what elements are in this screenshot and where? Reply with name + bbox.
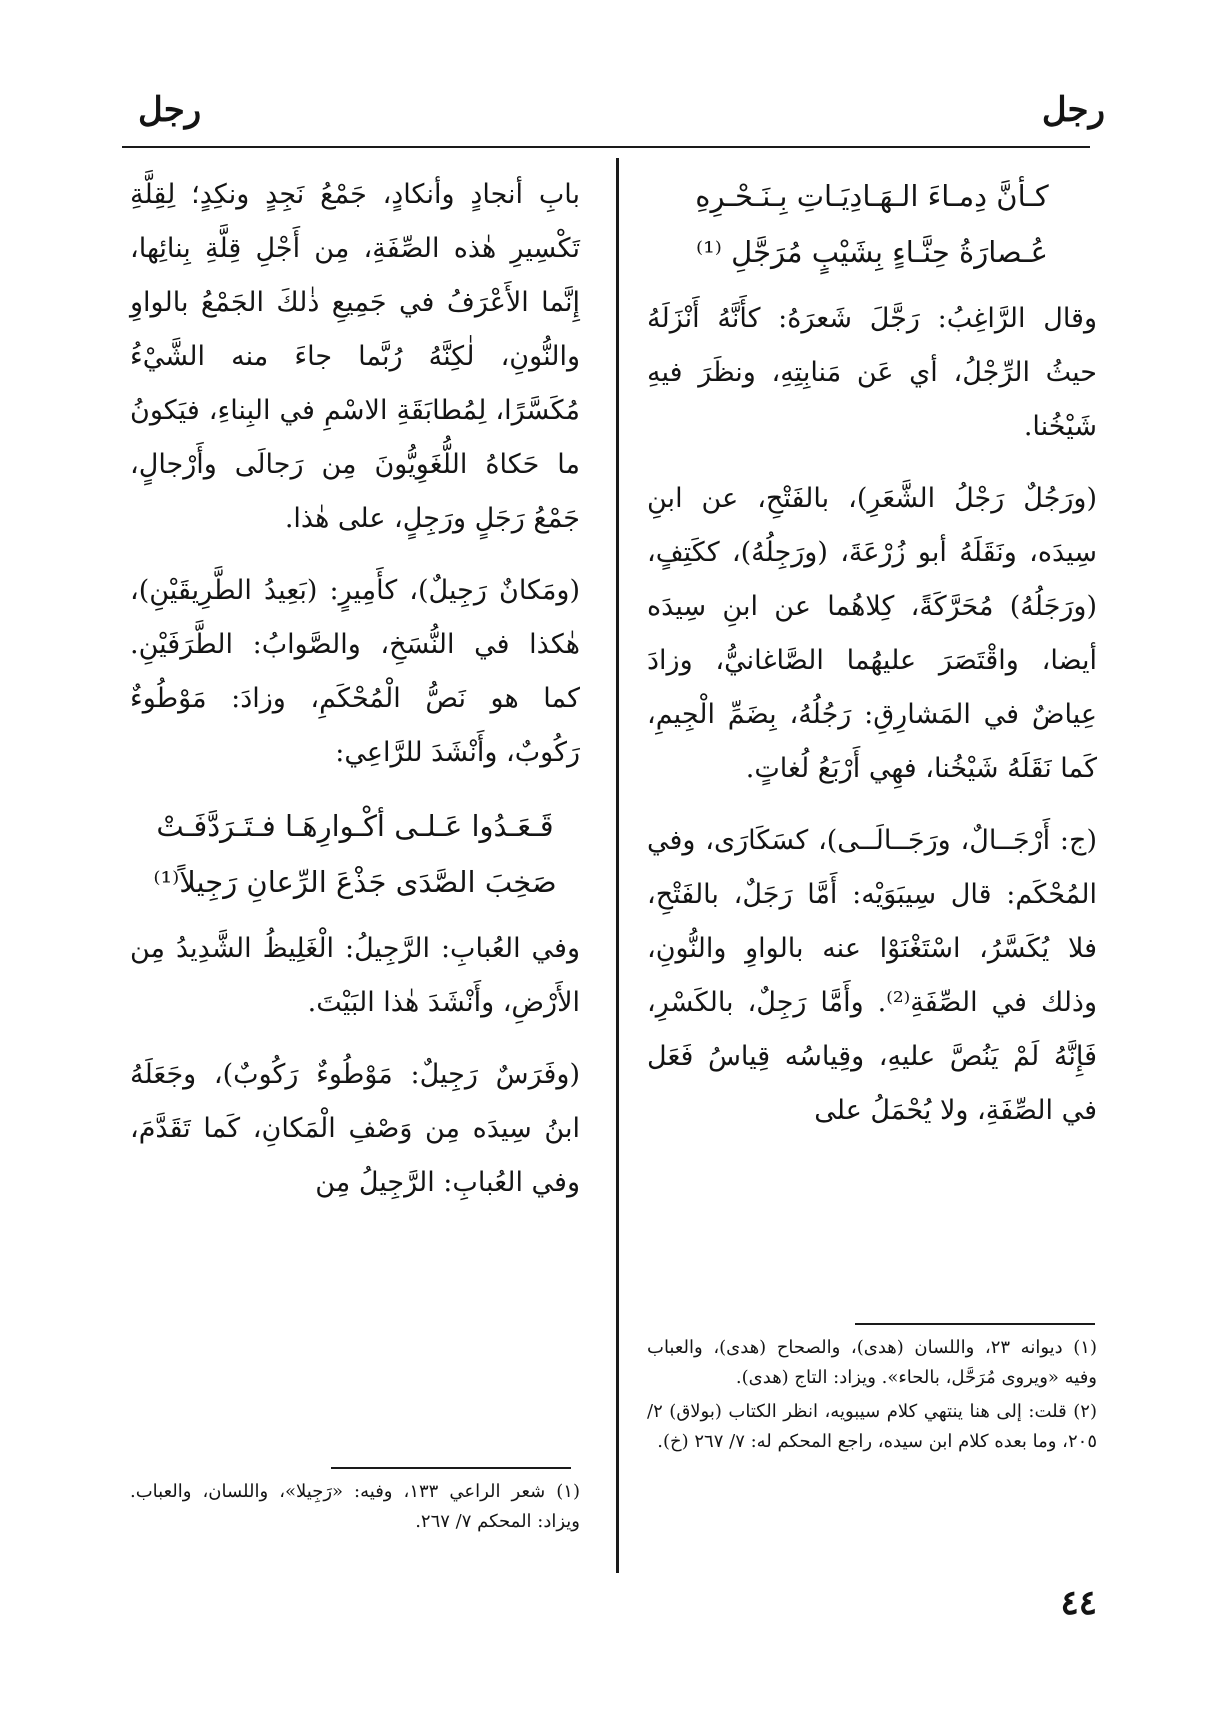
running-header-left: رجل bbox=[138, 90, 202, 130]
paragraph: بابِ أنجادٍ وأنكادٍ، جَمْعُ نَجِدٍ ونكِدٍ؛ لِقِلَّةِ تَكْسِيرِ هٰذه الصِّفَةِ، مِن أَجْلِ قِلَّةِ بِنائِها، إِنَّما الأَعْرَفُ في جَمِيعِ ذٰلكَ الجَمْعُ بالواوِ والنُّونِ، لٰكِنَّهُ رُبَّما جاءَ منه الشَّيْءُ مُكَسَّرًا، لِمُطابَقَةِ الاسْمِ في البِناءِ، فيَكونُ ما حَكاهُ اللُّغَوِيُّونَ مِن رَجالَى وأَرْجالٍ، جَمْعُ رَجَلٍ ورَجِلٍ، على هٰذا. bbox=[130, 179, 580, 534]
running-header-right: رجل bbox=[1041, 90, 1105, 130]
paragraph: (ج: أَرْجَــالٌ، ورَجَــالَــى)، كسَكَارَى، وفي المُحْكَم: قال سِيبَوَيْه: أَمَّا رَجَلٌ، بالفَتْحِ، فلا يُكَسَّرُ، اسْتَغْنَوْا عنه بالواوِ والنُّونِ، وذلك في الصِّفَةِ⁽²⁾. وأَمَّا رَجِلٌ، بالكَسْرِ، فَإِنَّهُ لَمْ يَنُصَّ عليهِ، وقِياسُه قِياسُ فَعَل في الصِّفَةِ، ولا يُحْمَلُ على bbox=[647, 825, 1097, 1126]
paragraph: وفي العُبابِ: الرَّجِيلُ: الْغَلِيظُ الشَّدِيدُ مِن الأَرْضِ، وأَنْشَدَ هٰذا البَيْتَ. bbox=[130, 933, 580, 1018]
footnotes-left bbox=[130, 1477, 580, 1541]
verse-line: كـأنَّ دِمـاءَ الـهَـادِيَـاتِ بِـنَـحْـرِهِ bbox=[695, 179, 1049, 213]
paragraph: (ورَجُلٌ رَجْلُ الشَّعَرِ)، بالفَتْحِ، عن ابنِ سِيدَه، ونَقَلَهُ أبو زُرْعَةَ، (ورَجِلُهُ)، ككَتِفٍ، (ورَجَلُهُ) مُحَرَّكَةً، كِلاهُما عن ابنِ سِيدَه أيضا، واقْتَصَرَ عليهُما الصَّاغانيُّ، وزادَ عِياضٌ في المَشارِقِ: رَجُلُهُ، بِضَمِّ الْجِيمِ، كَما نَقَلَهُ شَيْخُنا، فهِي أَرْبَعُ لُغاتٍ. bbox=[647, 483, 1097, 784]
verse-line: عُـصارَةُ حِنَّـاءٍ بِشَيْبٍ مُرَجَّلِ ⁽¹⁾ bbox=[696, 235, 1048, 269]
page-number: ٤٤ bbox=[1060, 1583, 1097, 1623]
right-column bbox=[647, 168, 1097, 1156]
paragraph: (ومَكانٌ رَجِيلٌ)، كأَمِيرٍ: (بَعِيدُ الطَّرِيقَيْنِ)، هٰكذا في النُّسَخِ، والصَّوابُ: الطَّرَفَيْنِ. كما هو نَصُّ الْمُحْكَمِ، وزادَ: مَوْطُوءٌ رَكُوبٌ، وأَنْشَدَ للرَّاعِي: bbox=[130, 575, 580, 768]
footnote: (٢) قلت: إلى هنا ينتهي كلام سيبويه، انظر الكتاب (بولاق) ٢/ ٢٠٥، وما بعده كلام ابن سيده، راجع المحكم له: ٧/ ٢٦٧ (خ). bbox=[647, 1401, 1097, 1452]
footnote-rule bbox=[855, 1323, 1095, 1325]
left-column bbox=[130, 168, 580, 1228]
verse-line: قَـعَـدُوا عَـلـى أكْـوارِهَـا فـتَـرَدَّفَـتْ bbox=[156, 809, 554, 843]
verse-block bbox=[130, 798, 580, 910]
verse-block bbox=[647, 168, 1097, 280]
footnotes-right bbox=[647, 1333, 1097, 1461]
paragraph: وقال الرَّاغِبُ: رَجَّلَ شَعرَهُ: كأَنَّهُ أَنْزَلَهُ حيثُ الرِّجْلُ، أي عَن مَنابِتِهِ، ونظَرَ فيهِ شَيْخُنا. bbox=[647, 303, 1097, 442]
paragraph: (وفَرَسٌ رَجِيلٌ: مَوْطُوءٌ رَكُوبٌ)، وجَعَلَهُ ابنُ سِيدَه مِن وَصْفِ الْمَكانِ، كَما تَقَدَّمَ، وفي العُبابِ: الرَّجِيلُ مِن bbox=[130, 1059, 580, 1198]
footnote: (١) شعر الراعي ١٣٣، وفيه: «رَجِيلا»، واللسان، والعباب. ويزاد: المحكم ٧/ ٢٦٧. bbox=[130, 1481, 580, 1532]
footnote-rule bbox=[331, 1467, 571, 1469]
footnote: (١) ديوانه ٢٣، واللسان (هدى)، والصحاح (هدى)، والعباب وفيه «ويروى مُرَحَّل، بالحاء». ويزاد: التاج (هدى). bbox=[647, 1337, 1097, 1388]
header-rule bbox=[122, 146, 1090, 148]
column-divider bbox=[616, 158, 619, 1573]
verse-line: صَخِبَ الصَّدَى جَذْعَ الرِّعانِ رَجِيلاً⁽¹⁾ bbox=[153, 865, 557, 899]
